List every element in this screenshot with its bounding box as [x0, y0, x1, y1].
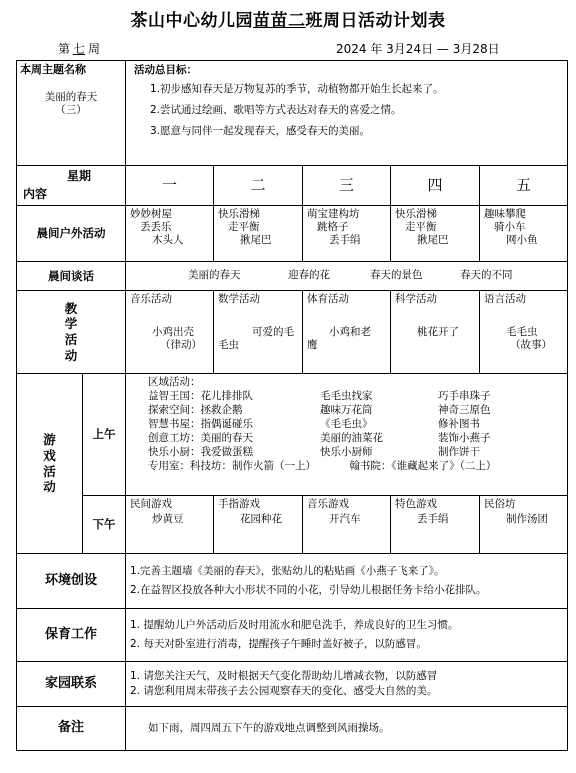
outdoor-label: 晨间户外活动	[17, 206, 126, 262]
pm-cell: 手指游戏 花园种花	[214, 496, 303, 554]
env-label: 环境创设	[17, 554, 126, 609]
day-mon: 一	[126, 166, 214, 206]
outdoor-cell: 快乐滑梯 走平衡 揪尾巴	[391, 206, 480, 262]
outdoor-cell: 快乐滑梯 走平衡 揪尾巴	[214, 206, 303, 262]
env-item: 2.在益智区投放各种大小形状不同的小花，引导幼儿根据任务卡给小花排队。	[130, 583, 487, 596]
home-label: 家园联系	[17, 662, 126, 707]
pm-label: 下午	[83, 496, 126, 554]
talk-topics	[126, 262, 568, 291]
outdoor-cell: 妙妙树屋 丢丢乐 木头人	[126, 206, 214, 262]
outdoor-cell: 趣味攀爬 骑小车 网小鱼	[480, 206, 568, 262]
home-item: 1. 请您关注天气，及时根据天气变化帮助幼儿增减衣物，以防感冒	[130, 670, 438, 683]
care-item: 2. 每天对卧室进行消毒，提醒孩子午睡时盖好被子，以防感冒。	[130, 637, 427, 650]
day-thu: 四	[391, 166, 480, 206]
talk-topic: 春天的景色	[370, 269, 423, 281]
teaching-cell: 体育活动 小鸡和老 鹰	[303, 291, 391, 374]
goal-item: 1.初步感知春天是万物复苏的季节，动植物都开始生长起来了。	[150, 83, 444, 96]
talk-topic: 迎春的花	[288, 269, 330, 281]
remark-text: 如下雨，周四周五下午的游戏地点调整到风雨操场。	[148, 721, 390, 734]
pm-cell: 音乐游戏 开汽车	[303, 496, 391, 554]
day-tue: 二	[214, 166, 303, 206]
area-title: 区域活动：	[148, 376, 201, 388]
page-title	[0, 6, 576, 31]
talk-label: 晨间谈话	[17, 262, 126, 291]
remark-label: 备注	[17, 707, 126, 751]
goal-item: 2.尝试通过绘画、歌唱等方式表达对春天的喜爱之情。	[150, 104, 402, 117]
teaching-label: 教 学 活 动	[17, 291, 126, 374]
area-activities: 区域活动： 益智王国：花儿排排队 毛毛虫找家 巧手串珠子 探索空间：拯救企鹅 趣味万花筒 神奇三原色 智慧书屋：指偶诞碰乐 《毛毛虫》 修补图书 创意工坊：美丽的春天 美丽的油菜花 装饰小燕子 快乐小厨：我爱做蛋糕 快乐小厨师 制作饼干 专用室：科技坊：制作火箭（一上） 翰书院：《谁藏起来了》（二上）	[126, 374, 568, 496]
care-item: 1. 提醒幼儿户外活动后及时用流水和肥皂洗手，养成良好的卫生习惯。	[130, 619, 459, 632]
title-suffix: 班周日活动计划表	[305, 11, 446, 31]
home-item: 2. 请您利用周末带孩子去公园观察春天的变化、感受大自然的美。	[130, 684, 438, 697]
content-label: 内容	[23, 187, 48, 201]
pm-cell: 民间游戏 炒黄豆	[126, 496, 214, 554]
theme-name: 美丽的春天	[44, 90, 98, 103]
teaching-cell: 科学活动 桃花开了	[391, 291, 480, 374]
week-number: 第 七 周	[58, 42, 101, 56]
remark-cell	[126, 707, 568, 751]
day-header-corner	[17, 166, 126, 206]
school-name: 茶山中心幼儿园	[130, 11, 253, 31]
theme-label: 本周主题名称	[20, 63, 86, 76]
talk-topic: 美丽的春天	[188, 269, 241, 281]
date-range: 2024 年 3月24日 — 3月28日	[336, 42, 500, 56]
outdoor-cell: 萌宝建构坊 跳格子 丢手绢	[303, 206, 391, 262]
teaching-cell: 数学活动 可爱的毛 毛虫	[214, 291, 303, 374]
teaching-cell: 语言活动 毛毛虫 （故事）	[480, 291, 568, 374]
game-label: 游 戏 活 动	[17, 374, 83, 554]
day-fri: 五	[480, 166, 568, 206]
env-cell	[126, 554, 568, 609]
talk-topic: 春天的不同	[460, 269, 513, 281]
pm-cell: 特色游戏 丢手绢	[391, 496, 480, 554]
plan-table	[16, 60, 568, 751]
env-item: 1.完善主题墙《美丽的春天》，张贴幼儿的粘贴画《小燕子飞来了》。	[130, 565, 445, 578]
theme-part: （三）	[55, 103, 87, 116]
theme-cell	[17, 61, 126, 166]
goals-title: 活动总目标：	[134, 64, 197, 76]
class-name: 苗苗二	[253, 11, 306, 31]
day-wed: 三	[303, 166, 391, 206]
teaching-cell: 音乐活动 小鸡出壳 （律动）	[126, 291, 214, 374]
home-cell	[126, 662, 568, 707]
goal-item: 3.愿意与同伴一起发现春天，感受春天的美丽。	[150, 125, 371, 138]
am-label: 上午	[83, 374, 126, 496]
special-room: 专用室：科技坊：制作火箭（一上） 翰书院：《谁藏起来了》（二上）	[148, 459, 497, 472]
care-cell	[126, 609, 568, 662]
pm-cell: 民俗坊 制作汤团	[480, 496, 568, 554]
care-label: 保育工作	[17, 609, 126, 662]
weekday-label: 星期	[67, 169, 92, 183]
goals-cell	[126, 61, 568, 166]
